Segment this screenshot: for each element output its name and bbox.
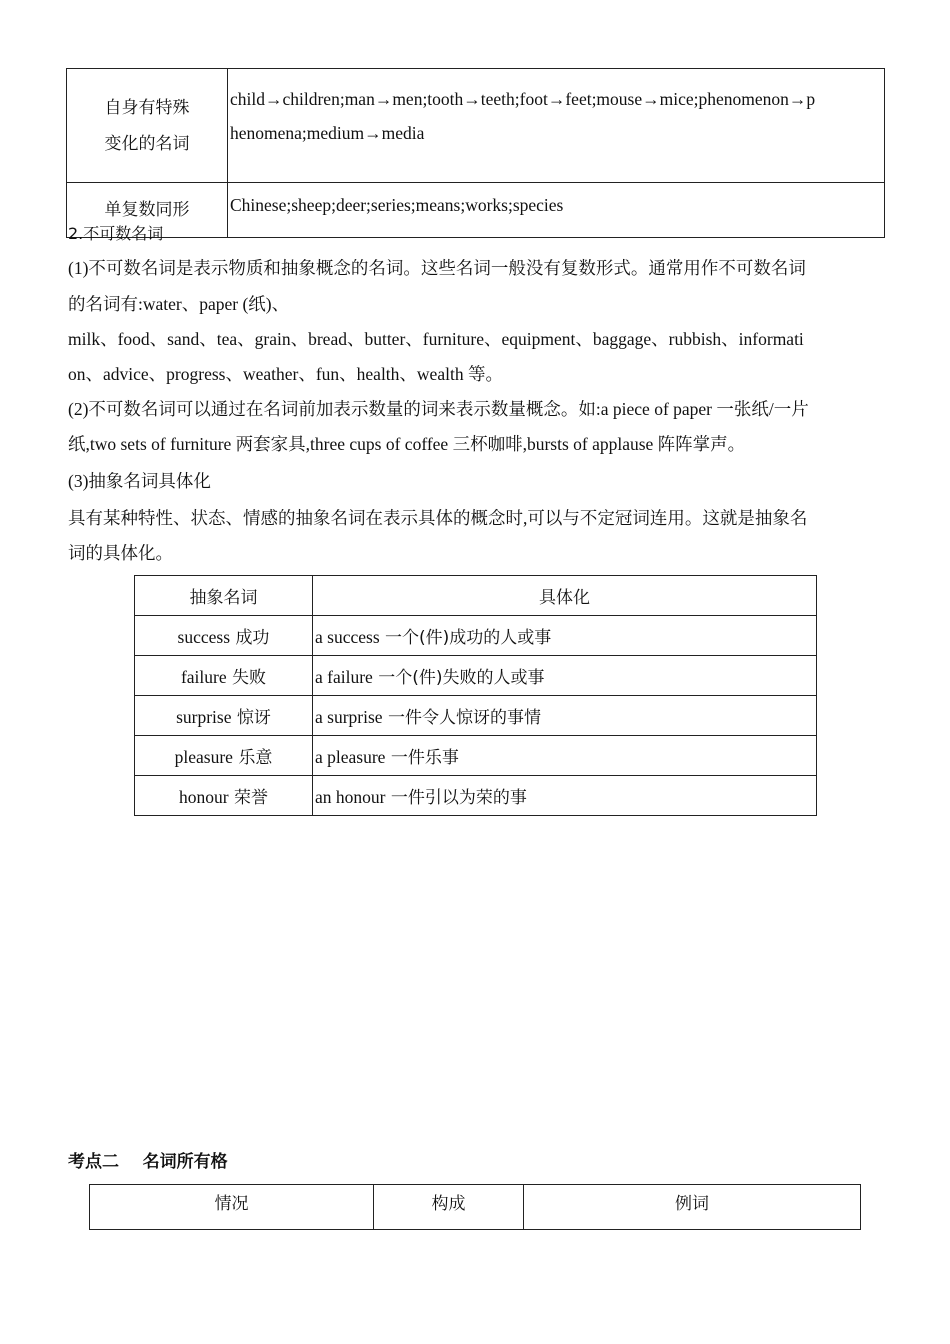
paragraph-line: 具有某种特性、状态、情感的抽象名词在表示具体的概念时,可以与不定冠词连用。这就是抽象名	[68, 508, 808, 528]
column-header: 构成	[374, 1185, 524, 1230]
paragraph-line: (3)抽象名词具体化	[68, 471, 211, 491]
example-zh: 一个(件)失败的人或事	[378, 668, 545, 688]
table-row	[135, 696, 817, 736]
row-label: 单复数同形	[67, 183, 228, 238]
irregular-plural-table	[66, 68, 885, 238]
row-value: Chinese;sheep;deer;series;means;works;species	[228, 183, 885, 238]
row-value-line: child→children;man→men;tooth→teeth;foot→feet;mouse→mice;phenomenon→p	[230, 89, 816, 109]
row-value-line: henomena;medium→media	[230, 123, 425, 143]
example-en: a surprise	[315, 707, 383, 727]
paragraph-line: 的名词有:water、paper (纸)、	[68, 294, 290, 314]
concrete-cell	[313, 616, 817, 656]
paragraph-line: (2)不可数名词可以通过在名词前加表示数量的词来表示数量概念。如:a piece of paper 一张纸/一片	[68, 399, 809, 419]
possessive-table	[89, 1184, 861, 1230]
example-zh: 一件引以为荣的事	[390, 788, 527, 808]
concrete-cell	[313, 696, 817, 736]
abstract-noun-cell	[135, 616, 313, 656]
noun-en: pleasure	[174, 747, 233, 767]
noun-en: surprise	[176, 707, 232, 727]
table-row	[135, 736, 817, 776]
paragraph-line: milk、food、sand、tea、grain、bread、butter、furniture、equipment、baggage、rubbish、informati	[68, 329, 804, 349]
table-row	[135, 616, 817, 656]
column-header: 具体化	[313, 576, 817, 616]
example-en: a pleasure	[315, 747, 386, 767]
row-label-line: 自身有特殊	[104, 97, 190, 118]
column-header: 抽象名词	[135, 576, 313, 616]
noun-zh: 荣誉	[233, 788, 268, 808]
abstract-noun-cell	[135, 696, 313, 736]
example-zh: 一个(件)成功的人或事	[385, 628, 552, 648]
noun-zh: 惊讶	[236, 708, 271, 728]
example-en: a failure	[315, 667, 373, 687]
abstract-noun-cell	[135, 776, 313, 816]
example-en: a success	[315, 627, 380, 647]
row-label-line: 变化的名词	[104, 133, 190, 154]
row-value	[228, 69, 885, 183]
table-row	[135, 656, 817, 696]
paragraph-line: 纸,two sets of furniture 两套家具,three cups of coffee 三杯咖啡,bursts of applause 阵阵掌声。	[68, 434, 746, 454]
abstract-noun-cell	[135, 656, 313, 696]
noun-zh: 乐意	[238, 748, 273, 768]
column-header: 例词	[524, 1185, 861, 1230]
noun-en: honour	[179, 787, 229, 807]
abstract-noun-table	[134, 575, 817, 816]
table-header-row	[90, 1185, 861, 1230]
concrete-cell	[313, 776, 817, 816]
example-zh: 一件令人惊讶的事情	[387, 708, 541, 728]
paragraph-line: 词的具体化。	[68, 543, 173, 563]
section-heading: 2.不可数名词	[68, 224, 164, 243]
abstract-noun-cell	[135, 736, 313, 776]
noun-zh: 失败	[232, 668, 267, 688]
paragraph-line: on、advice、progress、weather、fun、health、wealth 等。	[68, 364, 503, 384]
table-row	[67, 69, 885, 183]
column-header: 情况	[90, 1185, 374, 1230]
concrete-cell	[313, 736, 817, 776]
table-header-row	[135, 576, 817, 616]
noun-zh: 成功	[235, 628, 270, 648]
example-zh: 一件乐事	[390, 748, 459, 768]
noun-en: success	[177, 627, 231, 647]
example-en: an honour	[315, 787, 386, 807]
row-label	[67, 69, 228, 183]
noun-en: failure	[180, 667, 227, 687]
table-row	[135, 776, 817, 816]
concrete-cell	[313, 656, 817, 696]
section-title: 考点二 名词所有格	[68, 1152, 228, 1172]
paragraph-line: (1)不可数名词是表示物质和抽象概念的名词。这些名词一般没有复数形式。通常用作不可数名词	[68, 258, 806, 278]
